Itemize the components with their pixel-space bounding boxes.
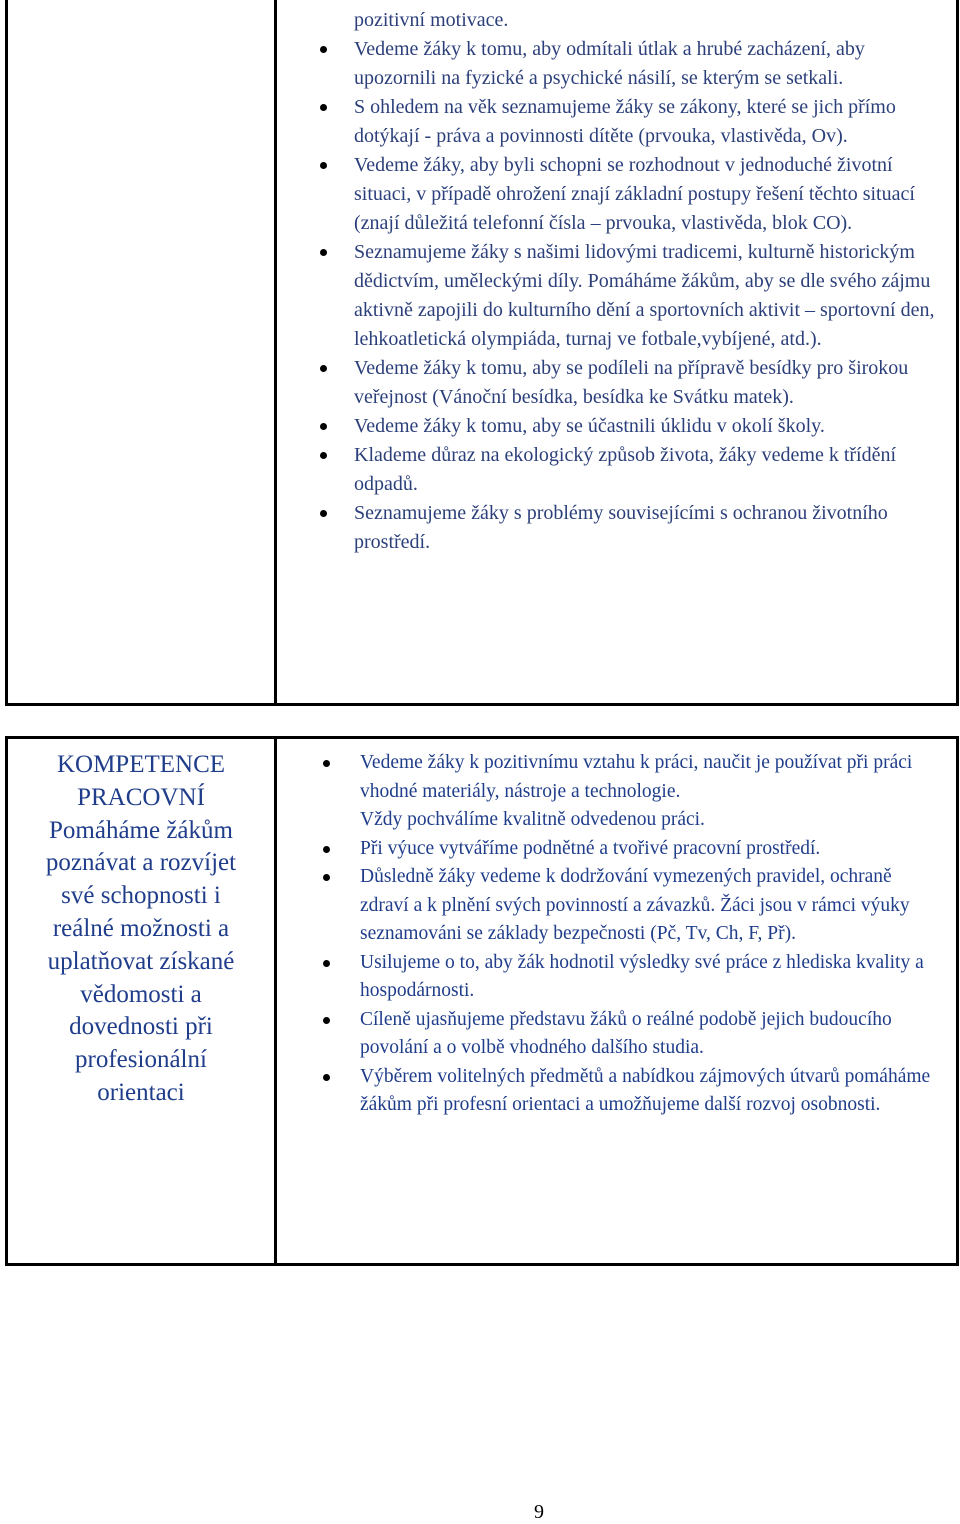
bullet-icon <box>320 365 327 372</box>
title-line: reálné možnosti a <box>52 914 230 942</box>
bullet-icon <box>320 162 327 169</box>
title-line: vědomosti a <box>80 980 202 1008</box>
bullet-icon <box>323 960 330 967</box>
list-item: Vedeme žáky k tomu, aby se podíleli na přípravě besídky pro širokou veřejnost (Vánoční besídka, besídka ke Svátku matek). <box>277 354 956 412</box>
bullet-icon <box>320 452 327 459</box>
bullet-icon <box>320 510 327 517</box>
bullet-icon <box>323 760 330 767</box>
list-item: Cíleně ujasňujeme představu žáků o reálné podobě jejich budoucího povolání a o volbě vhodného dalšího studia. <box>277 1006 956 1063</box>
list-item: Vedeme žáky k pozitivnímu vztahu k práci, naučit je používat při práci vhodné materiály, nástroje a technologie. Vždy pochválíme kvalitně odvedenou práci. <box>277 749 956 835</box>
bullet-icon <box>323 846 330 853</box>
competence-label-cell <box>7 738 276 1265</box>
list-item: Výběrem volitelných předmětů a nabídkou zájmových útvarů pomáháme žákům při profesní orientaci a umožňujeme další rozvoj osobnosti. <box>277 1063 956 1120</box>
list-item: Klademe důraz na ekologický způsob života, žáky vedeme k třídění odpadů. <box>277 441 956 499</box>
list-item: Při výuce vytváříme podnětné a tvořivé pracovní prostředí. <box>277 835 956 864</box>
bullet-icon <box>320 249 327 256</box>
title-line: své schopnosti i <box>61 882 221 910</box>
competence-content-cell <box>276 0 958 705</box>
bullet-icon <box>320 104 327 111</box>
title-line: poznávat a rozvíjet <box>45 849 237 877</box>
bullet-icon <box>320 423 327 430</box>
competence-table-top <box>5 0 959 706</box>
list-item: Důsledně žáky vedeme k dodržování vymezených pravidel, ochraně zdraví a k plnění svých povinností a závazků. Žáci jsou v rámci výuky seznamováni se základy bezpečnosti (Pč, Tv, Ch, F, Př). <box>277 863 956 949</box>
competence-table-work <box>5 736 959 1266</box>
bullet-list-work <box>277 739 956 1120</box>
bullet-list-top <box>277 35 956 557</box>
title-line: PRACOVNÍ <box>77 783 205 811</box>
list-item: Vedeme žáky k tomu, aby se účastnili úklidu v okolí školy. <box>277 412 956 441</box>
bullet-icon <box>323 1017 330 1024</box>
title-line: KOMPETENCE <box>56 751 226 778</box>
bullet-icon <box>323 874 330 881</box>
list-item: S ohledem na věk seznamujeme žáky se zákony, které se jich přímo dotýkají - práva a povinnosti dítěte (prvouka, vlastivěda, Ov). <box>277 93 956 151</box>
title-line: uplatňovat získané <box>47 947 235 975</box>
list-item: Usilujeme o to, aby žák hodnotil výsledky své práce z hlediska kvality a hospodárnosti. <box>277 949 956 1006</box>
list-item: Seznamujeme žáky s problémy souvisejícími s ochranou životního prostředí. <box>277 499 956 557</box>
list-item: Vedeme žáky, aby byli schopni se rozhodnout v jednoduché životní situaci, v případě ohrožení znají základní postupy řešení těchto situací (znají důležitá telefonní čísla – prvouka, vlastivěda, blok CO). <box>277 151 956 238</box>
competence-label-cell-empty <box>7 0 276 705</box>
competence-title <box>8 739 274 1110</box>
competence-content-cell <box>276 738 958 1265</box>
list-item: Vedeme žáky k tomu, aby odmítali útlak a hrubé zacházení, aby upozornili na fyzické a psychické násilí, se kterým se setkali. <box>277 35 956 93</box>
list-item: Seznamujeme žáky s našimi lidovými tradicemi, kulturně historickým dědictvím, uměleckými díly. Pomáháme žákům, aby se dle svého zájmu aktivně zapojili do kulturního dění a sportovních aktivit – sportovní den, lehkoatletická olympiáda, turnaj ve fotbale,vybíjené, atd.). <box>277 238 956 354</box>
title-line: profesionální <box>75 1046 207 1074</box>
lead-text: pozitivní motivace. <box>354 9 509 31</box>
page-number: 9 <box>534 1501 544 1523</box>
title-line: Pomáháme žákům <box>49 816 233 844</box>
title-line: dovednosti při <box>69 1013 213 1041</box>
bullet-icon <box>323 1074 330 1081</box>
title-line: orientaci <box>97 1078 185 1106</box>
bullet-icon <box>320 46 327 53</box>
